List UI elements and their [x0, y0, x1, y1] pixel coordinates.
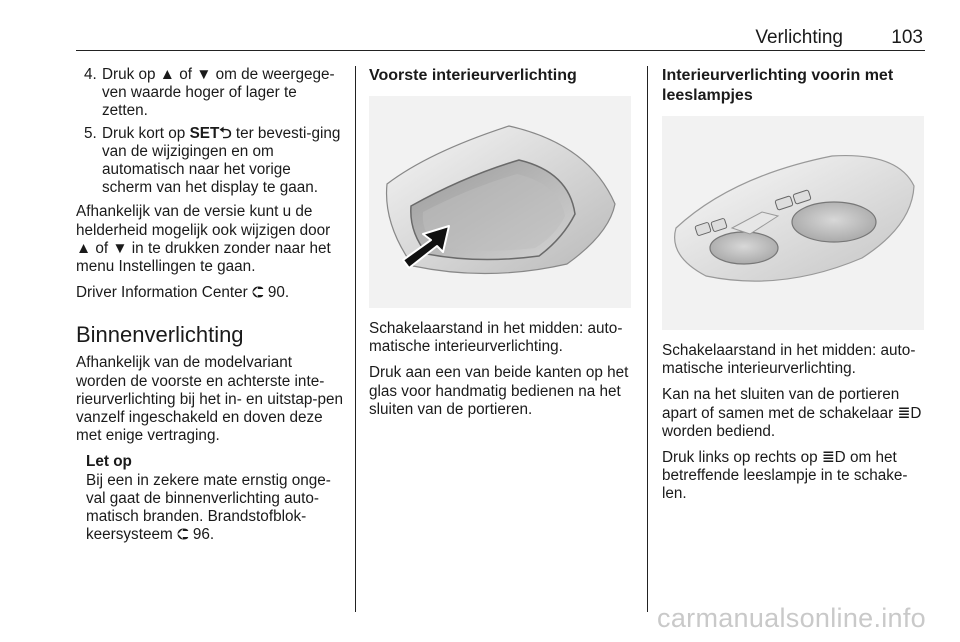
- page-number: 103: [891, 27, 923, 48]
- watermark: carmanualsonline.info: [657, 603, 926, 633]
- step-text-pre: Druk kort op: [102, 124, 190, 142]
- column-left: [76, 66, 344, 544]
- step-text-post: ter bevesti-ging van de wijzigingen en om automatisch naar het vorige scherm van het display te gaan.: [102, 124, 341, 197]
- list-item: [76, 125, 344, 198]
- paragraph: Druk links op rechts op ≣D om het betreffende leeslampje in te schake-len.: [662, 449, 908, 503]
- paragraph: Schakelaarstand in het midden: auto-matische interieurverlichting.: [662, 342, 916, 378]
- set-button-label: SET⮌: [189, 124, 232, 142]
- subsection-heading: Voorste interieurverlichting: [369, 67, 577, 84]
- reading-lights-illustration: [662, 116, 924, 330]
- front-light-illustration: [369, 96, 631, 308]
- subsection-heading: Interieurverlichting voorin met leeslampjes: [662, 67, 894, 104]
- note-box: [86, 453, 344, 544]
- paragraph: Afhankelijk van de modelvariant worden de voorste en achterste inte-rieurverlichting bij het in- en uitstap-pen vanzelf ingeschakeld en doven deze met enige vertraging.: [76, 354, 343, 445]
- paragraph: Schakelaarstand in het midden: auto-matische interieurverlichting.: [369, 320, 623, 356]
- note-text: Bij een in zekere mate ernstig onge-val gaat de binnenverlichting auto-matisch branden. Brandstofblok-keersysteem ⮈ 96.: [86, 471, 331, 544]
- paragraph: Druk aan een van beide kanten op het glas voor handmatig bedienen na het sluiten van de portieren.: [369, 364, 629, 418]
- step-text: Druk op ▲ of ▼ om de weergege-ven waarde hoger of lager te zetten.: [102, 66, 335, 120]
- column-right: [662, 66, 926, 512]
- section-heading: Binnenverlichting: [76, 322, 244, 348]
- paragraph: Afhankelijk van de versie kunt u de helderheid mogelijk ook wijzigen door ▲ of ▼ in te drukken zonder naar het menu Instellingen te gaan.: [76, 203, 331, 276]
- column-middle: [369, 66, 633, 427]
- column-divider: [647, 66, 648, 612]
- step-number: 4.: [84, 66, 97, 83]
- page-header: [76, 24, 925, 51]
- step-number: 5.: [84, 124, 97, 142]
- cross-reference: Driver Information Center ⮈ 90.: [76, 284, 290, 302]
- note-title: Let op: [86, 453, 132, 471]
- step-list: [76, 66, 344, 197]
- list-item: [76, 66, 344, 121]
- column-divider: [355, 66, 356, 612]
- paragraph: Kan na het sluiten van de portieren apart of samen met de schakelaar ≣D worden bediend.: [662, 386, 922, 440]
- page-title: Verlichting: [755, 27, 843, 48]
